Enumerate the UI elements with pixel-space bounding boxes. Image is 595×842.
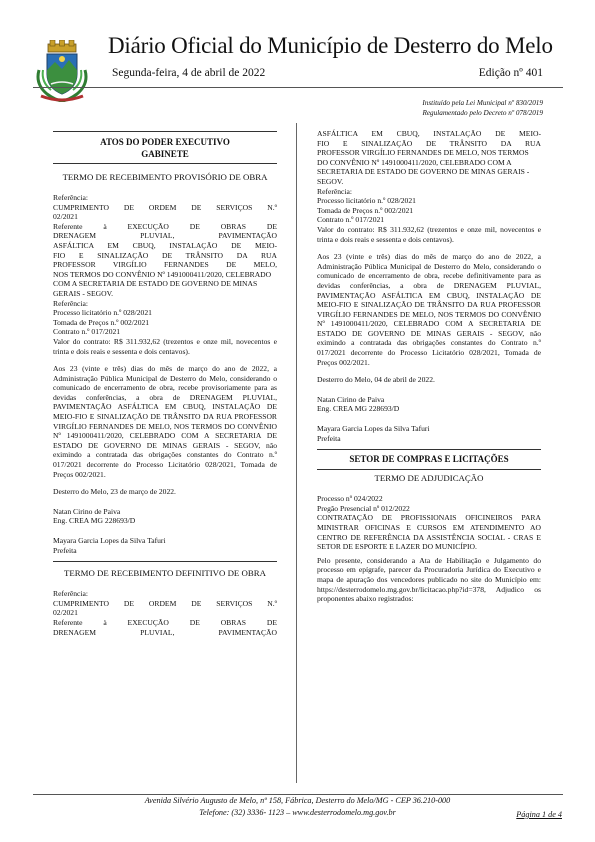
document-title: TERMO DE RECEBIMENTO PROVISÓRIO DE OBRA bbox=[62, 172, 268, 182]
column-divider bbox=[296, 123, 297, 783]
reference-line: Referente à EXECUÇÃO DE OBRAS DE bbox=[53, 617, 277, 627]
reference-label: Referência: bbox=[53, 193, 88, 202]
reference-line: CUMPRIMENTO DE ORDEM DE SERVIÇOS N.º bbox=[53, 598, 277, 608]
signatory-name: Natan Cirino de Paiva bbox=[53, 506, 121, 516]
process-number: Processo licitatório n.º 028/2021 bbox=[317, 196, 416, 206]
contract-number: Contrato n.º 017/2021 bbox=[53, 327, 121, 337]
document-body: Pelo presente, considerando a Ata de Habilitação e Julgamento do processo em epígrafe, parecer da Procuradoria Jurídica do Executivo e mapa de apuração dos vencedores publicado no site do Município em: https://desterrodomelo.mg.gov.br/licitacao.php?id=378, Adjudico os proponentes abaixo registrados: bbox=[317, 555, 541, 604]
reference-line: ASFÁLTICA EM CBUQ, INSTALAÇÃO DE MEIO- bbox=[53, 240, 277, 250]
footer-divider bbox=[33, 794, 563, 795]
reference-line: CUMPRIMENTO DE ORDEM DE SERVIÇOS N.º bbox=[53, 202, 277, 212]
reference-line: PROFESSOR VIRGÍLIO FERNANDES DE MELO, bbox=[53, 260, 277, 270]
municipal-coat-of-arms-icon bbox=[33, 40, 91, 102]
section-header bbox=[317, 449, 541, 470]
issue-date: Segunda-feira, 4 de abril de 2022 bbox=[112, 67, 266, 79]
institution-line: Instituído pela Lei Municipal nº 830/2019 bbox=[422, 99, 543, 107]
contract-number: Contrato n.º 017/2021 bbox=[317, 215, 385, 225]
reference-line: 02/2021 bbox=[53, 608, 78, 618]
signatory-name: Mayara Garcia Lopes da Silva Tafuri bbox=[53, 536, 166, 545]
signatory-role: Eng. CREA MG 228693/D bbox=[317, 404, 400, 414]
document-title: TERMO DE ADJUDICAÇÃO bbox=[374, 473, 484, 484]
reference-label: Referência: bbox=[317, 186, 352, 196]
reference-label: Referência: bbox=[53, 298, 88, 308]
section-title: ATOS DO PODER EXECUTIVO bbox=[100, 137, 230, 147]
reference-line: FIO E SINALIZAÇÃO DE TRÂNSITO DA RUA bbox=[53, 250, 277, 260]
reference-line: PROFESSOR VIRGÍLIO FERNANDES DE MELO, NOS TERMOS DO CONVÊNIO Nº 1491000411/2020, CELEBRADO COM A SECRETARIA DE ESTADO DE GOVERNO DE MINAS GERAIS - SEGOV. bbox=[317, 148, 530, 186]
edition-number: Edição nº 401 bbox=[478, 67, 543, 79]
tomada-number: Tomada de Preços n.º 002/2021 bbox=[317, 205, 414, 215]
process-number: Processo nº 024/2022 bbox=[317, 494, 383, 504]
right-column bbox=[317, 123, 541, 604]
page-number: Página 1 de 4 bbox=[516, 810, 562, 819]
header-divider bbox=[33, 87, 563, 88]
reference-line: FIO E SINALIZAÇÃO DE TRÂNSITO DA RUA bbox=[317, 138, 541, 148]
reference-label: Referência: bbox=[53, 589, 88, 599]
document-body: Aos 23 (vinte e três) dias do mês de março do ano de 2022, a Administração Pública Municipal de Desterro do Melo, considerando o comunicado de encerramento de obra, recebe definitivamente para as devidas conferências, a obra de DRENAGEM PLUVIAL, PAVIMENTAÇÃO ASFÁLTICA EM CBUQ, INSTALAÇÃO DE MEIO-FIO E SINALIZAÇÃO DE TRÂNSITO DA RUA PROFESSOR VIRGÍLIO FERNANDES DE MELO, NOS TERMOS DO CONVÊNIO Nº 1491000411/2020, CELEBRADO COM A SECRETARIA DE ESTADO DE GOVERNO DE MINAS GERAIS - SEGOV, não eximindo a contratada das obrigações constantes do Contrato n.º 017/2021 decorrente do Processo Licitatório 028/2021, Tomada de Preços 002/2021. bbox=[317, 252, 541, 367]
document-body: Aos 23 (vinte e três) dias do mês de março do ano de 2022, a Administração Pública Municipal de Desterro do Melo, considerando o comunicado de encerramento de obra, recebe provisoriamente para as devidas conferências, a obra de DRENAGEM PLUVIAL, PAVIMENTAÇÃO ASFÁLTICA EM CBUQ, INSTALAÇÃO DE MEIO-FIO E SINALIZAÇÃO DE TRÂNSITO DA RUA PROFESSOR VIRGÍLIO FERNANDES DE MELO, NOS TERMOS DO CONVÊNIO Nº 1491000411/2020, CELEBRADO COM A SECRETARIA DE ESTADO DE GOVERNO DE MINAS GERAIS - SEGOV, não eximindo a contratada das obrigações constantes do Contrato n.º 017/2021 decorrente do Processo Licitatório 028/2021, Tomada de Preços 002/2021. bbox=[53, 364, 277, 479]
pregao-number: Pregão Presencial nº 012/2022 bbox=[317, 503, 410, 513]
newspaper-title: Diário Oficial do Município de Desterro do Melo bbox=[108, 33, 553, 58]
place-date: Desterro do Melo, 04 de abril de 2022. bbox=[317, 375, 435, 385]
place-date: Desterro do Melo, 23 de março de 2022. bbox=[53, 487, 176, 497]
reference-line: 02/2021 bbox=[53, 212, 78, 222]
reference-line: DRENAGEM PLUVIAL, PAVIMENTAÇÃO bbox=[53, 231, 277, 241]
signatory-role: Eng. CREA MG 228693/D bbox=[53, 516, 136, 526]
tomada-number: Tomada de Preços n.º 002/2021 bbox=[53, 317, 150, 327]
left-column bbox=[53, 123, 277, 637]
reference-line: Referente à EXECUÇÃO DE OBRAS DE bbox=[53, 221, 277, 231]
reference-line: NOS TERMOS DO CONVÊNIO Nº 1491000411/2020, CELEBRADO COM A SECRETARIA DE ESTADO DE GOVERNO DE MINAS GERAIS - SEGOV. bbox=[53, 269, 272, 298]
reference-lines bbox=[53, 203, 277, 299]
process-number: Processo licitatório n.º 028/2021 bbox=[53, 308, 152, 318]
signatory-role: Prefeita bbox=[53, 545, 77, 555]
section-title: SETOR DE COMPRAS E LICITAÇÕES bbox=[349, 454, 509, 465]
signatory-role: Prefeita bbox=[317, 433, 341, 443]
footer-contact: Telefone: (32) 3336- 1123 – www.desterrodomelo.mg.gov.br bbox=[199, 808, 396, 817]
regulation-line: Regulamentado pelo Decreto nº 078/2019 bbox=[422, 109, 543, 117]
section-subtitle: GABINETE bbox=[141, 149, 189, 159]
section-header bbox=[53, 131, 277, 164]
signatory-name: Mayara Garcia Lopes da Silva Tafuri bbox=[317, 424, 430, 434]
footer-address: Avenida Silvério Augusto de Melo, nº 158, Fábrica, Desterro do Melo/MG - CEP 36.210-000 bbox=[144, 796, 451, 805]
reference-line: DRENAGEM PLUVIAL, PAVIMENTAÇÃO bbox=[53, 627, 277, 637]
tender-object: CONTRATAÇÃO DE PROFISSIONAIS OFICINEIROS PARA MINISTRAR OFICINAS E CURSOS EM ATENDIMENTO AO CENTRO DE REFERÊNCIA DA ASSISTÊNCIA SOCIAL - CRAS E SETOR DE ESPORTE E LAZER DO MUNICÍPIO. bbox=[317, 513, 541, 552]
document-title: TERMO DE RECEBIMENTO DEFINITIVO DE OBRA bbox=[64, 568, 266, 579]
contract-value: Valor do contrato: R$ 311.932,62 (trezentos e onze mil, novecentos e trinta e dois reais e sessenta e dois centavos). bbox=[53, 336, 277, 356]
reference-line: ASFÁLTICA EM CBUQ, INSTALAÇÃO DE MEIO- bbox=[317, 129, 541, 138]
contract-value: Valor do contrato: R$ 311.932,62 (trezentos e onze mil, novecentos e trinta e dois reais e sessenta e dois centavos). bbox=[317, 224, 541, 244]
section-divider bbox=[53, 561, 277, 562]
signatory-name: Natan Cirino de Paiva bbox=[317, 394, 385, 404]
